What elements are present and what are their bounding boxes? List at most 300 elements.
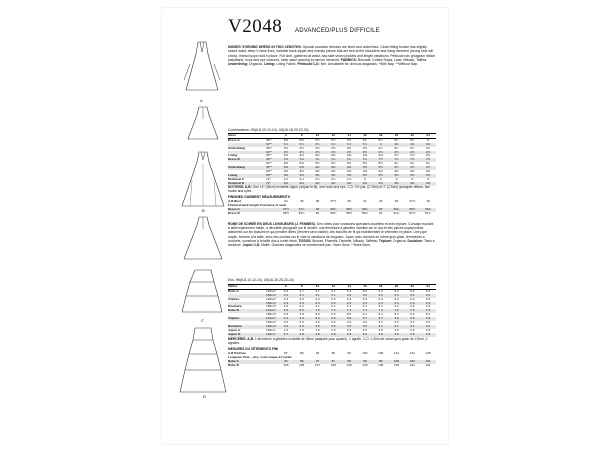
yardage-table-english — [228, 133, 436, 186]
table-cell: 1.5 — [283, 327, 289, 332]
table-cell: 5⅜ — [283, 137, 289, 142]
table-cell: 4⅛ — [315, 180, 320, 185]
table-cell: 3⅞ — [283, 141, 289, 146]
table-cell: 126 — [299, 362, 305, 367]
table-cell: 100 — [409, 358, 415, 363]
table-cell: 39 — [347, 199, 351, 203]
row-label: Lining — [228, 173, 238, 177]
table-cell: 5.4 — [425, 288, 431, 293]
table-cell: 3.2 — [425, 323, 431, 328]
table-cell: 3⅜ — [299, 165, 304, 170]
description-body: Special occasion dresses are lined and underlined. Close-fitting bodice has slightly raised waist, deep V-neck front, invisible back zipper and overlay pieces that are tied at the shoulders and hang hemmed (wrong side will show), thread loops hold in place. Full skirt, gathered at waist, has side seam pockets and length variations. Petticoat has grosgrain ribbon waistband, hook and eye closures, back waist opening to narrow hemmed. — [228, 45, 436, 62]
table-cell: 5¾ — [425, 161, 431, 166]
row-fabric-width: 115cm* — [266, 296, 277, 301]
finished-measurements-title: FINISHED GARMENT MEASUREMENTS — [228, 195, 290, 199]
table-cell: 5.2 — [362, 288, 368, 293]
table-cell: 7½ — [394, 157, 399, 162]
table-cell: 2½ — [315, 145, 320, 150]
table-cell: 2¾ — [410, 145, 415, 150]
table-cell: 95 — [331, 351, 336, 355]
table-cell: 37½ — [282, 206, 289, 211]
table-cell: 47½ — [409, 199, 416, 203]
description-french — [228, 222, 436, 247]
table-cell: 2½ — [362, 145, 368, 150]
view-d-petticoat-sketch — [176, 326, 230, 398]
table-cell: 37¾ — [298, 206, 305, 211]
table-cell: 41 — [363, 199, 367, 203]
table-cell: 3.9 — [410, 331, 415, 336]
table-cell: 3.3 — [394, 292, 399, 297]
table-cell: 2.1 — [315, 304, 320, 309]
table-cell: 18 — [378, 133, 383, 137]
table-cell: 92 — [315, 351, 320, 355]
view-label-c: C — [201, 318, 204, 323]
table-cell: 3⅜ — [378, 169, 383, 174]
table-cell: 99 — [363, 358, 367, 363]
table-cell: 37½ — [330, 199, 337, 203]
table-cell: 5¾ — [394, 137, 399, 142]
row-label: A,B Bust — [228, 200, 242, 203]
table-cell: 5.0 — [331, 312, 336, 317]
row-fabric-width: 45"* — [266, 165, 272, 170]
table-cell: 4⅜ — [410, 180, 415, 185]
view-label-a: A — [200, 98, 203, 103]
table-cell: 49¾ — [298, 210, 305, 215]
view-b-front-sketch — [176, 150, 230, 210]
lining-text-fr: Tissu à doublure. — [228, 238, 435, 248]
table-cell: 8 — [300, 133, 303, 137]
table-cell: 6 — [427, 137, 429, 142]
table-cell: 3½ — [378, 172, 383, 177]
table-cell: 16 — [363, 133, 367, 137]
table-cell: 50¼ — [330, 210, 337, 215]
row-fabric-width — [266, 364, 278, 368]
fabrics-label-fr: TISSUS: — [298, 238, 312, 243]
lining-label: Lining: — [263, 62, 276, 67]
table-cell: 5½ — [346, 161, 352, 166]
table-cell: 2½ — [299, 145, 304, 150]
table-cell: 6 — [285, 284, 287, 288]
table-cell: 3 — [395, 176, 398, 181]
table-cell: 7.1 — [346, 308, 352, 313]
row-label: Doublure — [228, 305, 242, 309]
table-cell: 51¼ — [393, 210, 400, 215]
table-cell: 49 — [426, 199, 430, 203]
table-cell: 3⅜ — [425, 169, 431, 174]
difficulty-level: ADVANCED/PLUS DIFFICILE — [295, 28, 380, 34]
table-cell: 7⅛ — [283, 157, 289, 162]
petticoat-label: Petticoat C,D: — [297, 62, 320, 67]
row-label: Petticoat D — [228, 181, 245, 185]
row-label: Jupon D — [228, 332, 241, 336]
table-cell: 121 — [409, 351, 415, 355]
table-cell: 4.9 — [299, 312, 304, 317]
table-cell: 3.8 — [299, 331, 304, 336]
table-cell: 5.4 — [394, 288, 399, 293]
row-label: Dress B — [228, 211, 240, 215]
table-cell: 2¾ — [378, 145, 383, 150]
table-cell: 5.2 — [410, 312, 415, 317]
table-cell: 38 — [315, 206, 320, 211]
lining-label-fr: Doublure: — [407, 238, 424, 243]
table-cell: 3.1 — [378, 323, 383, 328]
row-fabric-width: 72" — [266, 176, 271, 181]
table-cell: 2⅜ — [346, 153, 352, 158]
table-cell: 2.1 — [331, 304, 336, 309]
table-cell: 129 — [362, 362, 368, 367]
table-cell: 3 — [427, 176, 429, 181]
table-cell: 7.2 — [394, 308, 399, 313]
table-cell: 89 — [299, 351, 304, 355]
yardage-table-french — [228, 284, 436, 337]
table-cell: 4 — [379, 141, 382, 146]
petticoat-text-fr: Maille. Grandes diagonales ne conviennent pas. *Avec Sens. **Sans Sens. — [261, 243, 371, 248]
underlining-label-fr: Triplure: — [378, 238, 393, 243]
row-fabric-width: 150cm* — [266, 292, 277, 297]
table-cell: 3⅜ — [331, 165, 336, 170]
table-cell: 3 — [411, 176, 414, 181]
table-cell: 2½ — [346, 145, 352, 150]
table-cell: 2.3 — [299, 300, 304, 305]
row-label: Robe A — [228, 359, 239, 363]
table-cell: 2.0 — [283, 304, 289, 309]
table-cell: 4⅛ — [283, 180, 289, 185]
row-fabric-width: 150cm* — [266, 320, 277, 325]
table-cell: 14 — [347, 133, 351, 137]
table-cell: 39¼ — [393, 206, 400, 211]
table-cell: 5.2 — [425, 312, 431, 317]
table-cell: 2⅜ — [331, 153, 336, 158]
table-cell: 3.8 — [331, 331, 336, 336]
table-cell: 2½ — [299, 149, 304, 154]
view-a-front-sketch — [178, 40, 226, 100]
table-cell: 7.1 — [362, 308, 368, 313]
table-cell: 3.1 — [410, 323, 415, 328]
table-cell: 7½ — [410, 157, 415, 162]
row-label: Dress B — [228, 158, 240, 162]
table-cell: 4.7 — [315, 288, 320, 293]
table-cell: 7¼ — [362, 157, 368, 162]
table-cell: 2½ — [378, 149, 383, 154]
table-cell: 3⅜ — [346, 165, 352, 170]
table-cell: 5.1 — [378, 312, 383, 317]
table-cell: 45 — [394, 199, 399, 203]
fabrics-label: FABRICS: — [340, 57, 357, 62]
row-label: Underlining — [228, 146, 246, 150]
table-cell: 8 — [300, 284, 303, 288]
table-cell: 3⅞ — [331, 141, 336, 146]
table-cell: 2.5 — [425, 296, 431, 301]
table-cell: 7.2 — [410, 308, 415, 313]
row-label: Dress A — [228, 207, 240, 211]
table-cell: 5⅜ — [299, 137, 304, 142]
table-cell: 3⅜ — [410, 169, 415, 174]
table-cell: 2½ — [283, 145, 289, 150]
table-cell: 3.2 — [394, 320, 399, 325]
row-label: Triplure — [228, 317, 240, 321]
table-cell: 3⅜ — [346, 169, 352, 174]
table-cell: 3½ — [394, 172, 399, 177]
row-label: Doublure — [228, 324, 242, 328]
table-cell: 3 — [364, 176, 366, 181]
table-cell: 4⅛ — [410, 141, 415, 146]
table-cell: 2.3 — [331, 296, 336, 301]
table-cell: 3.0 — [331, 323, 336, 328]
table-cell: 5½ — [331, 161, 336, 166]
notions-text: One 14" (36cm) invisible zipper (adjust to fit), one hook and eye. C,D: 2½ yds. (2.30m) of 1" (2.5cm) grosgrain ribbon, two hooks and eyes. — [228, 185, 430, 194]
table-cell: 2.1 — [362, 304, 368, 309]
table-cell: 51¾ — [425, 210, 432, 215]
table-cell: 3.4 — [299, 316, 304, 321]
row-label: Lining — [228, 154, 238, 158]
table-cell: 96 — [299, 358, 304, 363]
table-cell: 2.3 — [362, 300, 368, 305]
table-cell: 2.1 — [299, 304, 304, 309]
table-cell: 7¼ — [315, 157, 320, 162]
row-label: A,B Poitrine — [228, 352, 246, 355]
table-cell: 3.1 — [283, 292, 289, 297]
table-cell: 2½ — [394, 149, 399, 154]
row-label: Dress A — [228, 138, 240, 142]
row-fabric-width: 60"* — [266, 153, 272, 158]
table-cell: 2.3 — [378, 300, 383, 305]
table-cell: 3⅜ — [331, 169, 336, 174]
table-cell: 2½ — [346, 149, 352, 154]
table-cell: 3.4 — [283, 316, 289, 321]
table-cell: 22 — [410, 133, 414, 137]
table-cell: 2⅞ — [299, 176, 304, 181]
table-cell: 3.2 — [346, 320, 352, 325]
row-fabric-width: 115cm* — [266, 288, 277, 293]
table-cell: 2⅞ — [283, 176, 289, 181]
table-cell: 3⅞ — [346, 141, 352, 146]
row-fabric-width: 115cm* — [266, 316, 277, 321]
table-cell: 4⅜ — [378, 180, 383, 185]
table-cell: 5¾ — [394, 161, 399, 166]
table-cell: 3.9 — [425, 331, 431, 336]
table-cell: 2½ — [394, 153, 399, 158]
table-cell: 2.3 — [394, 300, 399, 305]
table-cell: 2⅞ — [331, 176, 336, 181]
row-fabric-width: 150cm* — [266, 312, 277, 317]
table-cell: 5.0 — [346, 312, 352, 317]
table-cell: 3.9 — [346, 331, 352, 336]
table-cell: 2⅞ — [346, 176, 352, 181]
table-cell: 5⅜ — [283, 161, 289, 166]
table-cell: 3.9 — [410, 316, 415, 321]
table-cell: 5.1 — [362, 312, 368, 317]
table-cell: 3⅜ — [283, 165, 289, 170]
table-cell: 3.2 — [362, 320, 368, 325]
table-cell: 2¾ — [394, 145, 399, 150]
table-cell: 2¾ — [425, 145, 431, 150]
row-label: Triplure — [228, 297, 240, 301]
table-cell: 3⅜ — [283, 172, 289, 177]
finished-measurements-title-fr: MESURES DU VÊTEMENTS FINI — [228, 347, 279, 351]
table-cell: 4.7 — [331, 288, 336, 293]
row-fabric-width: 183cm — [266, 331, 276, 336]
table-cell: 4⅛ — [394, 141, 399, 146]
row-fabric-width: 60"* — [266, 172, 272, 177]
table-cell: 3.2 — [346, 292, 352, 297]
row-label: Underlining — [228, 166, 246, 170]
table-cell: 5½ — [315, 161, 320, 166]
table-cell: 3⅜ — [283, 169, 289, 174]
table-cell: 3.5 — [346, 316, 352, 321]
table-cell: 2⅜ — [299, 153, 304, 158]
table-cell: 4.7 — [299, 288, 304, 293]
row-fabric-width: 150cm* — [266, 300, 277, 305]
table-cell: 2½ — [283, 149, 289, 154]
table-cell: 128 — [330, 362, 336, 367]
table-cell: 2½ — [331, 149, 336, 154]
description-title-fr: ROBE DE SOIRÉE EN DEUX LONGUEURS (J. FEMMES): — [228, 222, 316, 226]
row-label: Jupon C — [228, 328, 241, 332]
table-cell: 3.2 — [283, 320, 289, 325]
table-cell: 4⅜ — [394, 180, 399, 185]
table-cell: 3 — [379, 176, 382, 181]
table-cell: 51 — [378, 210, 383, 215]
table-cell: 2.3 — [362, 296, 368, 301]
table-cell: 97 — [315, 358, 320, 363]
table-cell: 3.1 — [315, 292, 320, 297]
table-cell: 5¾ — [362, 137, 368, 142]
table-cell: 50¾ — [361, 210, 368, 215]
table-cell: 6.9 — [299, 308, 304, 313]
table-cell: 99 — [347, 351, 351, 355]
row-fabric-width: 60"* — [266, 161, 272, 166]
table-cell: 2.9 — [299, 323, 304, 328]
table-cell: 38¾ — [361, 206, 368, 211]
table-cell: 3.2 — [425, 320, 431, 325]
table-cell: 7⅛ — [299, 157, 304, 162]
table-cell: 2½ — [425, 153, 431, 158]
view-c-petticoat-sketch — [180, 268, 226, 316]
table-cell: 38¼ — [330, 206, 337, 211]
table-cell: 2.3 — [331, 300, 336, 305]
table-cell: 7¼ — [331, 157, 336, 162]
table-cell: 3½ — [362, 172, 368, 177]
table-cell: 39½ — [409, 206, 416, 211]
table-cell: 3½ — [425, 172, 431, 177]
table-cell: 50 — [315, 210, 320, 215]
table-cell: 3⅜ — [331, 172, 336, 177]
table-cell: 5¾ — [378, 137, 383, 142]
table-cell: 36 — [315, 199, 320, 203]
table-cell: 2.9 — [283, 323, 289, 328]
combinations-english: Combinations: H5(6-8-10-12-14), U5(16-18-20-22-24) — [228, 128, 309, 132]
row-fabric-width: 45"* — [266, 145, 272, 150]
notions-text-fr: 1 fermeture à glissière invisible de 36cm (adaptée pour ajuster), 1 agrafe. C,D: 2,30m de ruban gros-grain de 2,5cm, 2 agrafes. — [228, 337, 428, 346]
table-cell: 3½ — [410, 165, 415, 170]
table-cell: 3⅜ — [299, 169, 304, 174]
description-title: MISSES' EVENING DRESS IN TWO LENGTHS: — [228, 45, 302, 49]
nap-note: *With Nap. **Without Nap. — [378, 62, 419, 67]
table-cell: 39 — [378, 206, 383, 211]
notions-label-fr: MERCERIE: A,B: — [228, 337, 255, 341]
table-cell: 3.1 — [394, 323, 399, 328]
table-cell: 2.3 — [346, 300, 352, 305]
table-cell: 3⅜ — [315, 172, 320, 177]
table-cell: 95 — [284, 358, 288, 363]
table-cell: 3.5 — [331, 316, 336, 321]
table-cell: 99 — [378, 358, 383, 363]
table-cell: 51½ — [409, 210, 416, 215]
table-cell: 4.6 — [283, 288, 289, 293]
table-cell: 2⅞ — [315, 176, 320, 181]
table-cell: 18 — [378, 284, 383, 288]
table-cell: 5.3 — [378, 288, 383, 293]
table-cell: 7.3 — [425, 308, 431, 313]
table-cell: 3.2 — [410, 320, 415, 325]
table-cell: 98 — [347, 358, 351, 363]
table-cell: 1.5 — [346, 327, 352, 332]
view-b-back-sketch — [178, 215, 228, 263]
table-cell: 5½ — [362, 161, 368, 166]
table-cell: 4⅛ — [331, 180, 336, 185]
row-fabric-width — [266, 212, 278, 216]
table-cell: 3.9 — [378, 331, 383, 336]
table-cell: 10 — [315, 133, 320, 137]
notions-label: NOTIONS: A,B: — [228, 185, 252, 189]
table-cell: 2½ — [315, 149, 320, 154]
table-cell: 2½ — [425, 149, 431, 154]
table-cell: 5.2 — [394, 312, 399, 317]
table-cell: 3⅞ — [315, 141, 320, 146]
underlining-label: Underlining: — [228, 62, 248, 67]
table-cell: 2.2 — [425, 304, 431, 309]
finished-measurements-french — [228, 352, 436, 368]
table-cell: 5.0 — [315, 312, 320, 317]
combinations-french: Ens. H5(6-8-10-12-14), U5(16-18-20-22-24) — [228, 278, 294, 282]
table-cell: 3.2 — [315, 320, 320, 325]
table-cell: 114 — [394, 351, 399, 355]
table-cell: 4⅛ — [346, 180, 352, 185]
notions-english — [228, 185, 436, 193]
table-cell: 4⅜ — [362, 180, 368, 185]
table-cell: 2½ — [410, 149, 415, 154]
notions-french — [228, 337, 436, 345]
table-cell: 3.2 — [378, 292, 383, 297]
table-cell: 22 — [410, 284, 414, 288]
table-cell: 126 — [283, 362, 289, 367]
table-cell: 3.2 — [378, 320, 383, 325]
table-cell: 3⅜ — [346, 172, 352, 177]
table-cell: 2.4 — [410, 296, 415, 301]
table-cell: 2.3 — [425, 300, 431, 305]
petticoat-label-fr: Jupon C,D: — [242, 243, 261, 248]
fabrics-text-fr: Brocart, Plumetis, Dentelle, Mikado, Taffetas. — [312, 238, 378, 243]
row-fabric-width: 60"* — [266, 141, 272, 146]
table-cell: 24 — [426, 284, 430, 288]
table-cell: 2.4 — [394, 296, 399, 301]
table-cell: 43 — [378, 199, 383, 203]
table-cell: 97 — [331, 358, 336, 363]
table-cell: 3½ — [425, 165, 431, 170]
table-cell: 1.5 — [299, 327, 304, 332]
table-cell: 130 — [393, 362, 400, 367]
table-cell: 131 — [425, 362, 431, 367]
row-fabric-width: 115cm* — [266, 308, 277, 313]
description-body-fr: Des robes pour occasions spéciales doublées et avec triplure. Corsage moulant à taille légèrement haute, à décolleté plongeant sur le devant, une fermeture à glissière invisible sur le dos et des pièces superposées attachées sur les épaules et qui pendent libres (l'envers sera visible); des boucles de fil qui maintiennent le vêtement en place. Une jupe ample, froncée à la taille, avec des poches sur le côté et variations de longueur. Jupon avec ceinture en ruban gros-grain, fermetures à crochets, ouverture à la taille dos à ourlet étroit. — [228, 222, 434, 243]
table-cell: 3.9 — [394, 331, 399, 336]
table-cell: 5½ — [315, 137, 320, 142]
table-cell: 7.0 — [331, 308, 336, 313]
table-cell: 1.5 — [362, 327, 368, 332]
finished-length-title: Longueur finie – dos, votre nuque à l'ourlet — [228, 354, 292, 359]
table-cell: 3⅜ — [299, 172, 304, 177]
table-cell: 3.0 — [346, 323, 352, 328]
